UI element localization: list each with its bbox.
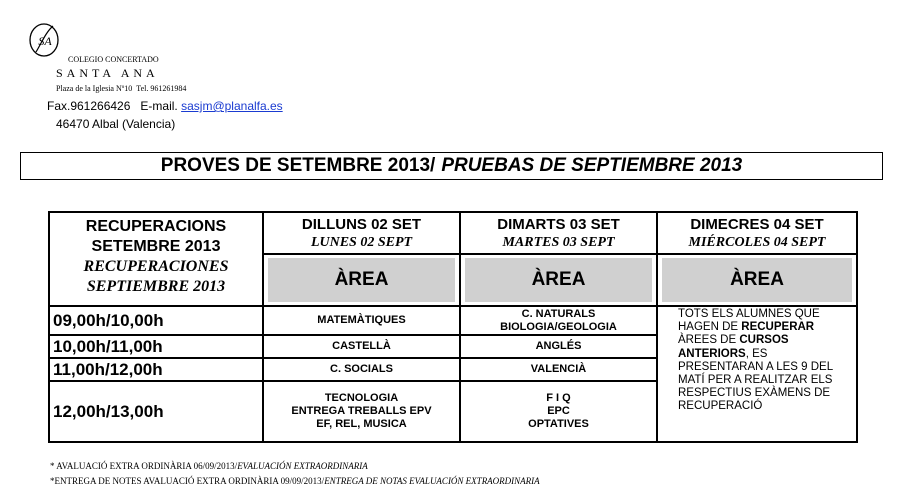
recup-val-1: RECUPERACIONS bbox=[85, 218, 227, 235]
area-cell-monday bbox=[264, 255, 461, 307]
subject-cell bbox=[264, 336, 461, 359]
recup-val-2: SETEMBRE 2013 bbox=[91, 238, 221, 255]
note-bold: RECUPERAR bbox=[741, 321, 815, 334]
subject-cell bbox=[461, 382, 658, 441]
time-slot: 11,00h/12,00h bbox=[50, 359, 264, 382]
subject: ANGLÉS bbox=[535, 340, 582, 352]
subject-cell bbox=[461, 336, 658, 359]
subject: VALENCIÀ bbox=[530, 363, 587, 375]
title-spanish: PRUEBAS DE SEPTIEMBRE 2013 bbox=[441, 155, 743, 176]
subject: MATEMÀTIQUES bbox=[317, 314, 406, 326]
note-text: TOTS ELS ALUMNES QUE HAGEN DE bbox=[678, 308, 820, 334]
subject: ENTREGA TREBALLS EPV bbox=[291, 405, 432, 417]
subject: EPC bbox=[547, 405, 570, 417]
area-cell-wednesday bbox=[658, 255, 856, 307]
day-header-tuesday bbox=[461, 213, 658, 255]
subject: EF, REL, MUSICA bbox=[316, 418, 407, 430]
title-valencian: PROVES DE SETEMBRE 2013/ bbox=[160, 155, 436, 176]
school-address bbox=[56, 84, 186, 93]
subject-cell bbox=[461, 359, 658, 382]
day-es: MARTES 03 SEPT bbox=[502, 235, 615, 250]
day-es: LUNES 02 SEPT bbox=[310, 235, 413, 250]
day-val: DIMARTS 03 SET bbox=[497, 216, 620, 233]
email-label: E-mail. bbox=[140, 99, 178, 113]
page-title bbox=[20, 152, 883, 180]
footnote-val: *ENTREGA DE NOTES AVALUACIÓ EXTRA ORDINÀRIA 09/09/2013/ bbox=[50, 476, 325, 486]
time-slot: 09,00h/10,00h bbox=[50, 307, 264, 336]
day-val: DIMECRES 04 SET bbox=[690, 216, 824, 233]
subject-cell bbox=[461, 307, 658, 336]
subject: BIOLOGIA/GEOLOGIA bbox=[500, 320, 617, 333]
school-logo bbox=[26, 22, 62, 58]
school-type: COLEGIO CONCERTADO bbox=[68, 55, 159, 64]
wednesday-note bbox=[658, 307, 856, 441]
logo-lettering: SA bbox=[38, 34, 52, 48]
recup-es-1: RECUPERACIONES bbox=[83, 258, 229, 275]
subject: TECNOLOGIA bbox=[324, 392, 399, 404]
subject: C. SOCIALS bbox=[330, 363, 393, 375]
area-label: ÀREA bbox=[465, 258, 652, 302]
recuperacions-header bbox=[50, 213, 264, 307]
day-val: DILLUNS 02 SET bbox=[301, 216, 422, 233]
time-slot: 10,00h/11,00h bbox=[50, 336, 264, 359]
footnote-2 bbox=[50, 476, 540, 486]
address-text: Plaza de la Iglesia Nº10 bbox=[56, 84, 133, 93]
subject: CASTELLÀ bbox=[332, 340, 391, 352]
recup-es-2: SEPTIEMBRE 2013 bbox=[86, 278, 226, 295]
subject: C. NATURALS bbox=[521, 307, 596, 320]
area-label: ÀREA bbox=[268, 258, 455, 302]
note-bold: CURSOS ANTERIORS bbox=[678, 334, 789, 360]
email-link[interactable]: sasjm@planalfa.es bbox=[181, 99, 283, 113]
subject-cell bbox=[264, 307, 461, 336]
subject-cell bbox=[264, 382, 461, 441]
subject-cell bbox=[264, 359, 461, 382]
footnote-1 bbox=[50, 461, 368, 471]
area-cell-tuesday bbox=[461, 255, 658, 307]
subject: F I Q bbox=[546, 392, 571, 404]
area-label: ÀREA bbox=[662, 258, 852, 302]
time-slot: 12,00h/13,00h bbox=[50, 382, 264, 441]
footnote-es: ENTREGA DE NOTAS EVALUACIÓN EXTRAORDINARIA bbox=[324, 476, 540, 486]
note-text: ÀREES DE bbox=[678, 334, 740, 347]
day-header-monday bbox=[264, 213, 461, 255]
schedule-table bbox=[48, 211, 858, 443]
city-text: 46470 Albal (Valencia) bbox=[56, 117, 176, 131]
note-text: , ES PRESENTARAN A LES 9 DEL MATÍ PER A REALITZAR ELS RESPECTIUS EXÀMENS DE RECUPERACIÓ bbox=[678, 347, 833, 413]
school-name: SANTA ANA bbox=[56, 66, 159, 80]
phone-text: Tel. 961261984 bbox=[136, 84, 187, 93]
footnote-es: EVALUACIÓN EXTRAORDINARIA bbox=[237, 461, 368, 471]
fax-text: Fax.961266426 bbox=[47, 99, 131, 113]
subject: OPTATIVES bbox=[528, 418, 589, 430]
day-es: MIÉRCOLES 04 SEPT bbox=[688, 235, 826, 250]
footnote-val: * AVALUACIÓ EXTRA ORDINÀRIA 06/09/2013/ bbox=[50, 461, 238, 471]
day-header-wednesday bbox=[658, 213, 856, 255]
contact-line bbox=[47, 99, 283, 113]
